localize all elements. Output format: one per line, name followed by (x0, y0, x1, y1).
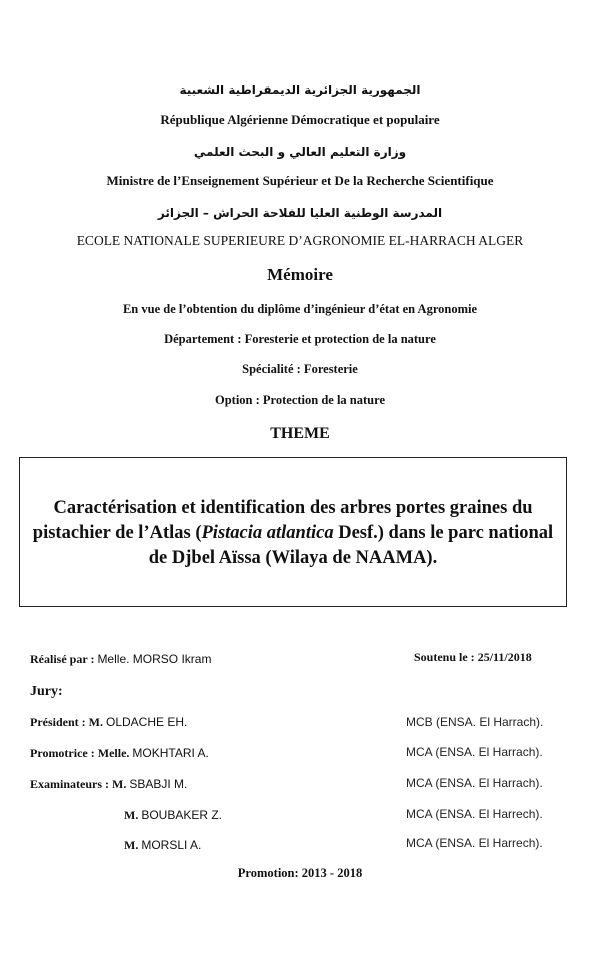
arabic-school-heading: المدرسة الوطنية العليا للفلاحة الحراش – الجزائر (157, 206, 443, 220)
promotion-line: Promotion: 2013 - 2018 (237, 866, 363, 880)
theme-title (20, 496, 566, 571)
jury-member (124, 808, 222, 823)
author-line (30, 652, 211, 667)
jury-name: SBABJI M. (129, 777, 188, 791)
theme-box (19, 457, 567, 607)
option-line: Option : Protection de la nature (214, 393, 385, 407)
defense-date: 25/11/2018 (477, 650, 532, 664)
jury-name: MORSLI A. (141, 838, 202, 852)
memoire-purpose: En vue de l’obtention du diplôme d’ingénieur d’état en Agronomie (122, 302, 478, 316)
jury-title: M. (88, 715, 103, 729)
jury-member (30, 746, 209, 761)
jury-affiliation: MCB (ENSA. El Harrach). (406, 715, 544, 729)
theme-title-part2: Desf.) dans le parc national (333, 523, 554, 543)
arabic-ministry-heading: وزارة التعليم العالي و البحث العلمي (193, 145, 407, 159)
jury-affiliation: MCA (ENSA. El Harrech). (406, 836, 543, 850)
theme-label: THEME (270, 425, 330, 442)
author-name: Melle. MORSO Ikram (97, 652, 212, 666)
jury-title: M. (124, 838, 139, 852)
memoire-title: Mémoire (267, 265, 333, 284)
jury-member (124, 838, 201, 853)
specialty-line: Spécialité : Foresterie (242, 362, 358, 376)
defense-line (414, 650, 532, 665)
jury-affiliation: MCA (ENSA. El Harrach). (406, 776, 543, 790)
theme-title-part2: de Djbel Aïssa (Wilaya de NAAMA). (148, 548, 438, 568)
jury-heading: Jury: (30, 684, 63, 699)
republic-heading: République Algérienne Démocratique et populaire (160, 112, 440, 127)
school-heading: ECOLE NATIONALE SUPERIEURE D’AGRONOMIE EL-HARRACH ALGER (76, 233, 524, 248)
jury-role: Promotrice : (30, 746, 95, 760)
department-line: Département : Foresterie et protection de la nature (164, 332, 436, 346)
ministry-heading: Ministre de l’Enseignement Supérieur et De la Recherche Scientifique (106, 173, 494, 188)
arabic-republic-heading: الجمهورية الجزائرية الديمقراطية الشعبية (179, 83, 421, 97)
defense-label: Soutenu le : (414, 650, 475, 664)
jury-name: OLDACHE EH. (105, 715, 188, 729)
jury-title: Melle. (97, 746, 130, 760)
jury-member (30, 715, 187, 730)
theme-title-part1: Caractérisation et identification des arbres portes graines du (53, 498, 533, 518)
jury-role: Examinateurs : (30, 777, 109, 791)
jury-name: BOUBAKER Z. (141, 808, 223, 822)
theme-title-part1: pistachier de l’Atlas ( (32, 523, 202, 543)
theme-species: Pistacia atlantica (201, 523, 334, 543)
jury-title: M. (112, 777, 127, 791)
jury-affiliation: MCA (ENSA. El Harrach). (406, 745, 543, 759)
jury-title: M. (124, 808, 139, 822)
jury-affiliation: MCA (ENSA. El Harrech). (406, 807, 543, 821)
author-label: Réalisé par : (30, 652, 95, 666)
jury-member (30, 777, 187, 792)
theme-title-line (20, 546, 566, 571)
theme-title-line (20, 496, 566, 521)
theme-title-line (20, 521, 566, 546)
jury-role: Président : (30, 715, 86, 729)
jury-name: MOKHTARI A. (132, 746, 209, 760)
